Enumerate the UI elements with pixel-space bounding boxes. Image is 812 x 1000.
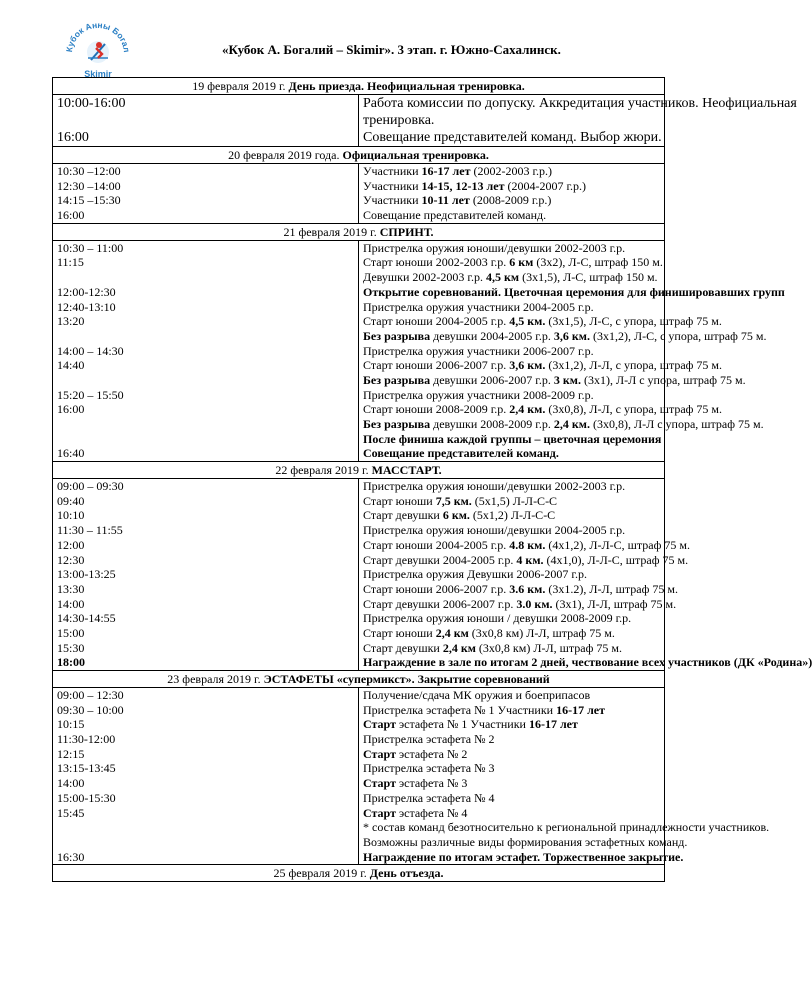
event-line	[363, 241, 660, 256]
time-cell: 09:30 – 10:00	[57, 702, 124, 717]
bold-text: Открытие соревнований. Цветочная церемония для финишировавших групп	[363, 284, 785, 299]
text: (5х1,2) Л-Л-С-С	[469, 508, 556, 523]
time-cell: 15:00-15:30	[57, 790, 116, 805]
text: (3х2), Л-С, штраф 150 м.	[533, 255, 663, 270]
bold-text: Награждение в зале по итогам 2 дней, чествование всех участников (ДК «Родина»)	[363, 655, 812, 670]
bold-text: 3,6 км.	[509, 358, 546, 373]
event-line	[363, 761, 660, 776]
text: Старт юноши 2008-2009 г.р.	[363, 402, 510, 417]
event-line	[363, 537, 690, 553]
day-schedule-row	[53, 95, 665, 147]
bold-text: 3.6 км.	[509, 581, 546, 596]
text: Старт девушки 2006-2007 г.р.	[363, 596, 517, 611]
event-line	[363, 402, 723, 417]
event-line	[363, 820, 770, 835]
time-cell: 12:00	[57, 537, 85, 552]
text: Старт девушки	[363, 640, 443, 655]
event-line	[363, 581, 678, 597]
skimir-logo	[58, 14, 138, 82]
time-cell: 14:15 –15:30	[57, 193, 121, 208]
time-cell: 15:45	[57, 805, 85, 820]
text: Старт юноши	[363, 493, 436, 508]
time-cell: 13:00-13:25	[57, 567, 116, 582]
text: эстафета № 1 Участники	[395, 717, 529, 732]
event-line	[363, 776, 660, 791]
text: Пристрелка оружия участники 2004-2005 г.р.	[363, 299, 594, 314]
bold-text: 3.0 км.	[516, 596, 553, 611]
logo-arc-text: Кубок Анны Богал	[64, 19, 133, 53]
day-title	[53, 147, 665, 164]
text: Участники	[363, 164, 422, 178]
text: (3х1), Л-Л с упора, штраф 75 м.	[580, 372, 746, 387]
event-line	[363, 747, 660, 762]
time-cell: 16:40	[57, 446, 85, 461]
day-schedule-row	[53, 240, 665, 461]
event-column	[359, 95, 797, 147]
bold-text: Старт	[363, 776, 396, 791]
bold-text: Без разрыва	[363, 328, 431, 343]
bold-text: После финиша каждой группы – цветочная церемония	[363, 431, 662, 446]
day-header-row	[53, 865, 665, 882]
text: девушки 2004-2005 г.р.	[430, 328, 554, 343]
time-column	[53, 95, 359, 147]
text: Пристрелка оружия участники 2008-2009 г.р.	[363, 387, 594, 402]
text: (3х1.2), Л-Л, штраф 75 м.	[545, 581, 678, 596]
text: эстафета № 4	[395, 805, 468, 820]
text: (2008-2009 г.р.)	[469, 193, 552, 208]
text: Участники	[363, 193, 422, 208]
time-cell: 10:30 –12:00	[57, 164, 121, 178]
text: Пристрелка эстафета № 3	[363, 761, 495, 776]
text: Пристрелка оружия юноши/девушки 2002-2003 г.р.	[363, 479, 626, 494]
text: Девушки 2002-2003 г.р.	[363, 270, 486, 285]
bold-text: 6 км	[509, 255, 534, 270]
bold-text: 16-17 лет	[556, 702, 606, 717]
event-line	[363, 849, 684, 865]
day-header-row	[53, 147, 665, 164]
event-column	[359, 479, 812, 671]
time-cell	[57, 373, 354, 388]
event-line	[363, 567, 660, 582]
time-cell: 10:30 – 11:00	[57, 240, 124, 255]
time-cell: 09:40	[57, 493, 85, 508]
text: Работа комиссии по допуску. Аккредитация участников. Неофициальная	[363, 96, 797, 111]
text: (2004-2007 г.р.)	[504, 178, 587, 193]
bold-text: День приезда. Неофициальная тренировка.	[288, 79, 525, 93]
event-column	[359, 240, 785, 461]
text: Возможны различные виды формирования эстафетных команд.	[363, 834, 688, 849]
time-cell: 11:30 – 11:55	[57, 523, 123, 538]
text: Старт юноши 2006-2007 г.р.	[363, 581, 510, 596]
time-cell: 18:00	[57, 655, 85, 670]
text: Пристрелка оружия участники 2006-2007 г.р.	[363, 343, 594, 358]
event-line	[363, 179, 660, 194]
event-line	[363, 655, 812, 670]
event-line	[363, 388, 660, 403]
time-cell	[57, 270, 354, 285]
time-cell: 15:30	[57, 640, 85, 655]
event-line	[363, 372, 746, 388]
time-cell: 12:30 –14:00	[57, 178, 121, 193]
event-line	[363, 717, 660, 732]
bold-text: Совещание представителей команд.	[363, 446, 559, 461]
bold-text: День отъезда.	[369, 866, 444, 881]
text: 20 февраля 2019 года.	[228, 148, 343, 162]
text: (2002-2003 г.р.)	[470, 164, 553, 178]
event-column	[359, 164, 665, 224]
event-line	[363, 446, 660, 461]
bold-text: 4 км.	[516, 552, 544, 567]
event-line	[363, 95, 797, 112]
event-line	[363, 596, 677, 612]
day-title	[53, 223, 665, 240]
text: (3х1), Л-Л, штраф 75 м.	[552, 596, 677, 611]
event-line	[363, 284, 785, 300]
event-line	[363, 255, 663, 270]
time-cell: 10:00-16:00	[57, 96, 126, 111]
time-cell: 16:00	[57, 208, 85, 223]
day-title	[53, 462, 665, 479]
bold-text: 2,4 км.	[553, 417, 590, 431]
time-cell: 09:00 – 12:30	[57, 688, 124, 702]
text: Участники	[363, 178, 422, 193]
day-title	[53, 78, 665, 95]
bold-text: 2,4 км	[435, 625, 469, 640]
event-line	[363, 806, 660, 821]
text: (3х1,5), Л-С, штраф 150 м.	[519, 270, 658, 285]
logo-skimir-text: Skimir	[84, 69, 112, 79]
bold-text: 6 км.	[442, 508, 470, 523]
time-column	[53, 688, 359, 865]
text: девушки 2008-2009 г.р.	[430, 417, 554, 431]
text: (3х1,2), Л-С, с упора, штраф 75 м.	[589, 328, 767, 343]
event-line	[363, 432, 660, 447]
bold-text: 3 км.	[553, 372, 581, 387]
time-cell: 15:20 – 15:50	[57, 387, 124, 402]
time-cell	[57, 329, 354, 344]
time-cell	[57, 432, 354, 447]
time-cell: 11:30-12:00	[57, 732, 116, 747]
time-cell: 14:30-14:55	[57, 611, 116, 626]
text: Совещание представителей команд.	[363, 208, 547, 223]
time-column	[53, 240, 359, 461]
event-line	[363, 611, 660, 626]
event-line	[363, 129, 660, 146]
text: (5х1,5) Л-Л-С-С	[471, 493, 558, 508]
bold-text: 4.8 км.	[509, 537, 546, 552]
bold-text: 2,4 км	[442, 640, 476, 655]
day-header-row	[53, 78, 665, 95]
event-line	[363, 641, 660, 656]
text: Пристрелка эстафета № 1 Участники	[363, 702, 557, 717]
text: (3х0,8), Л-Л с упора, штраф 75 м.	[589, 417, 764, 431]
bold-text: 4,5 км.	[509, 314, 546, 329]
text: 21 февраля 2019 г.	[283, 224, 380, 239]
text: Пристрелка эстафета № 4	[363, 790, 495, 805]
bold-text: СПРИНТ.	[379, 224, 434, 239]
text: эстафета № 3	[395, 776, 468, 791]
bold-text: Старт	[363, 717, 396, 732]
bold-text: МАССТАРТ.	[371, 463, 442, 478]
event-line	[363, 791, 660, 806]
event-line	[363, 834, 688, 850]
day-schedule-row	[53, 688, 665, 865]
time-cell	[57, 820, 354, 835]
event-line	[363, 626, 660, 641]
time-cell: 12:15	[57, 746, 85, 761]
bold-text: Старт	[363, 805, 396, 820]
event-line	[363, 164, 660, 179]
logo-emblem-icon	[58, 14, 138, 82]
event-column	[359, 688, 770, 865]
page-header	[52, 14, 664, 79]
event-line	[363, 552, 689, 568]
event-line	[363, 344, 660, 359]
text: девушки 2006-2007 г.р.	[430, 372, 554, 387]
time-cell	[57, 112, 354, 129]
text: Совещание представителей команд. Выбор жюри.	[363, 130, 662, 145]
text: Получение/сдача МК оружия и боеприпасов	[363, 688, 591, 702]
text: Пристрелка оружия юноши/девушки 2002-2003 г.р.	[363, 240, 626, 255]
text: (3х1,5), Л-С, с упора, штраф 75 м.	[545, 314, 722, 329]
text: (3х1,2), Л-Л, с упора, штраф 75 м.	[545, 358, 723, 373]
time-cell	[57, 835, 354, 850]
bold-text: 7,5 км.	[435, 493, 472, 508]
text: (3х0,8 км) Л-Л, штраф 75 м.	[475, 640, 622, 655]
text: Старт девушки 2004-2005 г.р.	[363, 552, 517, 567]
event-line	[363, 417, 764, 432]
day-header-row	[53, 671, 665, 688]
event-line	[363, 208, 660, 223]
time-cell: 14:00 – 14:30	[57, 343, 124, 358]
time-cell: 10:10	[57, 508, 85, 523]
event-line	[363, 112, 660, 129]
text: Старт юноши 2002-2003 г.р.	[363, 255, 510, 270]
time-cell: 11:15	[57, 255, 84, 270]
time-cell: 14:00	[57, 596, 85, 611]
time-cell: 13:20	[57, 314, 85, 329]
event-line	[363, 314, 722, 329]
event-line	[363, 688, 660, 703]
bold-text: 10-11 лет	[421, 193, 470, 208]
page-title: «Кубок А. Богалий – Skimir». 3 этап. г. Южно-Сахалинск.	[222, 42, 561, 57]
text: Пристрелка эстафета № 2	[363, 732, 495, 747]
bold-text: Старт	[363, 746, 396, 761]
event-line	[363, 508, 660, 523]
time-cell: 10:15	[57, 717, 85, 732]
text: Пристрелка оружия Девушки 2006-2007 г.р.	[363, 567, 587, 582]
text: 25 февраля 2019 г.	[273, 866, 370, 881]
day-header-row	[53, 223, 665, 240]
text: Пристрелка оружия юноши / девушки 2008-2009 г.р.	[363, 611, 632, 626]
day-title	[53, 865, 665, 882]
text: тренировка.	[363, 113, 435, 128]
event-line	[363, 328, 767, 344]
event-line	[363, 523, 660, 538]
time-cell: 12:30	[57, 552, 85, 567]
text: (4х1,2), Л-Л-С, штраф 75 м.	[545, 537, 690, 552]
text: Старт юноши 2006-2007 г.р.	[363, 358, 510, 373]
time-cell: 13:15-13:45	[57, 761, 116, 776]
bold-text: 2,4 км.	[509, 402, 546, 417]
bold-text: 4,5 км	[485, 270, 520, 285]
day-title	[53, 671, 665, 688]
time-cell: 15:00	[57, 625, 85, 640]
text: 22 февраля 2019 г.	[275, 463, 372, 478]
event-line	[363, 479, 660, 494]
text: Пристрелка оружия юноши/девушки 2004-2005 г.р.	[363, 523, 626, 538]
event-line	[363, 193, 660, 208]
day-schedule-row	[53, 164, 665, 224]
time-cell: 14:00	[57, 776, 85, 791]
time-cell	[57, 417, 354, 432]
text: Старт юноши 2004-2005 г.р.	[363, 314, 510, 329]
day-header-row	[53, 462, 665, 479]
event-line	[363, 494, 660, 509]
event-line	[363, 703, 660, 718]
event-line	[363, 732, 660, 747]
time-cell: 14:40	[57, 358, 85, 373]
bold-text: 16-17 лет	[528, 717, 578, 732]
bold-text: Официальная тренировка.	[342, 148, 489, 162]
text: Старт юноши 2004-2005 г.р.	[363, 537, 510, 552]
bold-text: Награждение по итогам эстафет. Торжественное закрытие.	[363, 849, 684, 864]
time-cell: 13:30	[57, 581, 85, 596]
event-line	[363, 270, 660, 285]
text: (4х1,0), Л-Л-С, штраф 75 м.	[543, 552, 689, 567]
time-cell: 16:30	[57, 849, 85, 864]
event-line	[363, 300, 660, 315]
text: 23 февраля 2019 г.	[167, 672, 264, 686]
time-cell: 09:00 – 09:30	[57, 479, 124, 494]
time-cell: 16:00	[57, 402, 85, 417]
bold-text: Без разрыва	[363, 372, 431, 387]
text: 19 февраля 2019 г.	[192, 79, 289, 93]
time-column	[53, 164, 359, 224]
text: Старт юноши	[363, 625, 436, 640]
time-cell: 12:00-12:30	[57, 284, 116, 299]
day-schedule-row	[53, 479, 665, 671]
time-column	[53, 479, 359, 671]
text: (3х0,8), Л-Л, с упора, штраф 75 м.	[545, 402, 723, 417]
bold-text: 3,6 км.	[553, 328, 590, 343]
bold-text: 16-17 лет	[421, 164, 471, 178]
text: Старт девушки	[363, 508, 443, 523]
schedule-table	[52, 77, 812, 882]
time-cell: 12:40-13:10	[57, 299, 116, 314]
text: (3х0,8 км) Л-Л, штраф 75 м.	[468, 625, 615, 640]
bold-text: 14-15, 12-13 лет	[421, 178, 505, 193]
time-cell: 16:00	[57, 130, 89, 145]
event-line	[363, 358, 723, 373]
bold-text: ЭСТАФЕТЫ «супермикст». Закрытие соревнований	[263, 672, 550, 686]
bold-text: Без разрыва	[363, 417, 431, 431]
text: * состав команд безотносительно к региональной принадлежности участников.	[363, 820, 770, 835]
text: эстафета № 2	[395, 746, 468, 761]
